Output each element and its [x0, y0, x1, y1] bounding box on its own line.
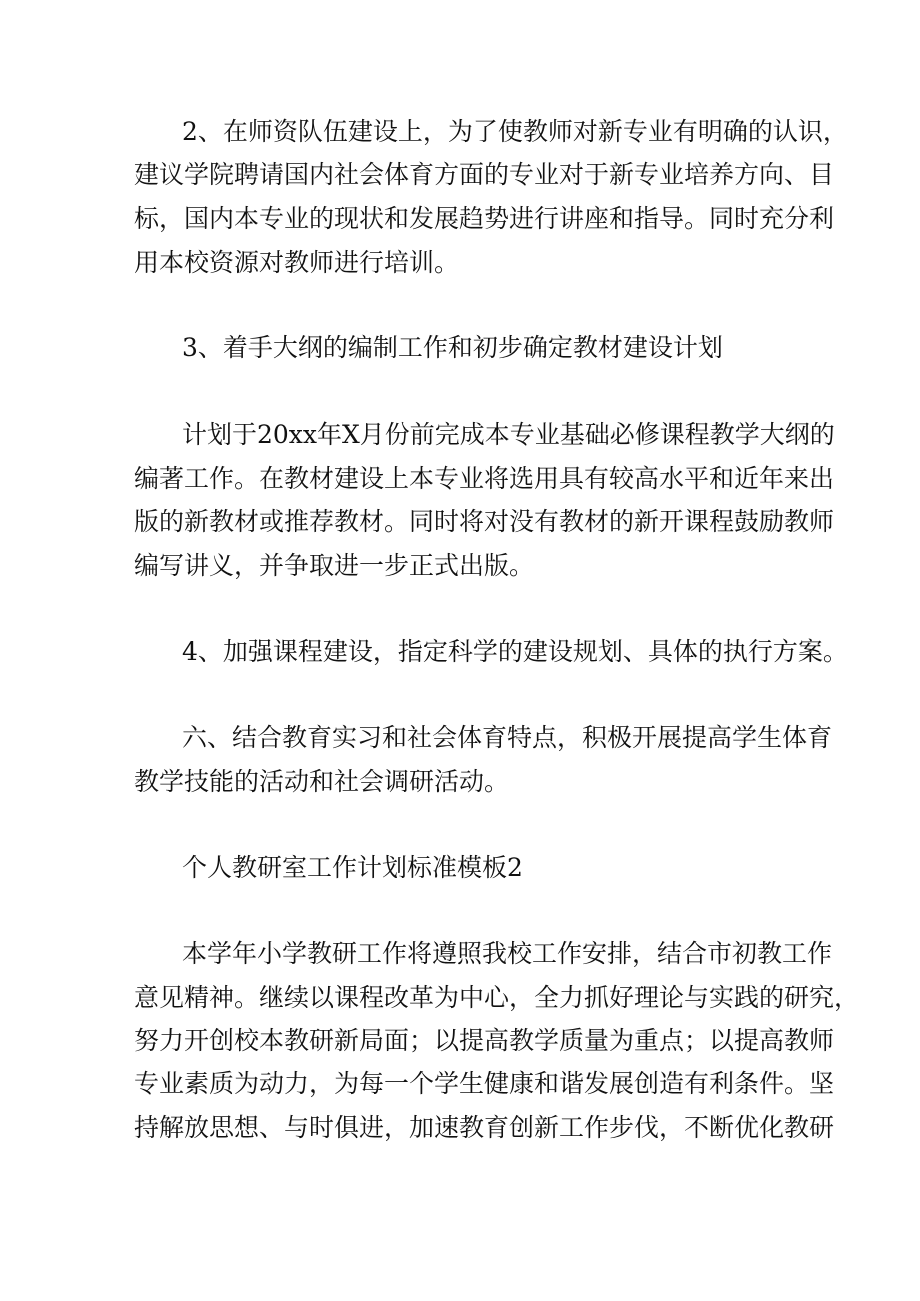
text-line: 持解放思想、与时俱进，加速教育创新工作步伐，不断优化教研 [134, 1113, 835, 1142]
text-line: 本学年小学教研工作将遵照我校工作安排，结合市初教工作 [182, 939, 833, 968]
text-line: 计划于20xx年X月份前完成本专业基础必修课程教学大纲的 [182, 420, 835, 449]
text-line: 编著工作。在教材建设上本专业将选用具有较高水平和近年来出 [134, 464, 835, 493]
text-line: 建议学院聘请国内社会体育方面的专业对于新专业培养方向、目 [134, 160, 835, 189]
text-line: 编写讲义，并争取进一步正式出版。 [134, 551, 535, 580]
text-line: 版的新教材或推荐教材。同时将对没有教材的新开课程鼓励教师 [134, 507, 835, 536]
text-line: 意见精神。继续以课程改革为中心，全力抓好理论与实践的研究， [134, 983, 860, 1012]
text-line: 专业素质为动力，为每一个学生健康和谐发展创造有利条件。坚 [134, 1069, 835, 1098]
text-line: 标，国内本专业的现状和发展趋势进行讲座和指导。同时充分利 [134, 204, 835, 233]
text-line: 2、在师资队伍建设上，为了使教师对新专业有明确的认识， [182, 117, 848, 146]
text-line: 4、加强课程建设，指定科学的建设规划、具体的执行方案。 [182, 637, 848, 666]
text-line: 六、结合教育实习和社会体育特点，积极开展提高学生体育 [182, 723, 833, 752]
text-line: 努力开创校本教研新局面；以提高教学质量为重点；以提高教师 [134, 1026, 835, 1055]
text-line: 用本校资源对教师进行培训。 [134, 248, 460, 277]
text-line: 3、着手大纲的编制工作和初步确定教材建设计划 [182, 333, 723, 362]
section-title: 个人教研室工作计划标准模板2 [182, 853, 523, 882]
text-line: 教学技能的活动和社会调研活动。 [134, 767, 510, 796]
